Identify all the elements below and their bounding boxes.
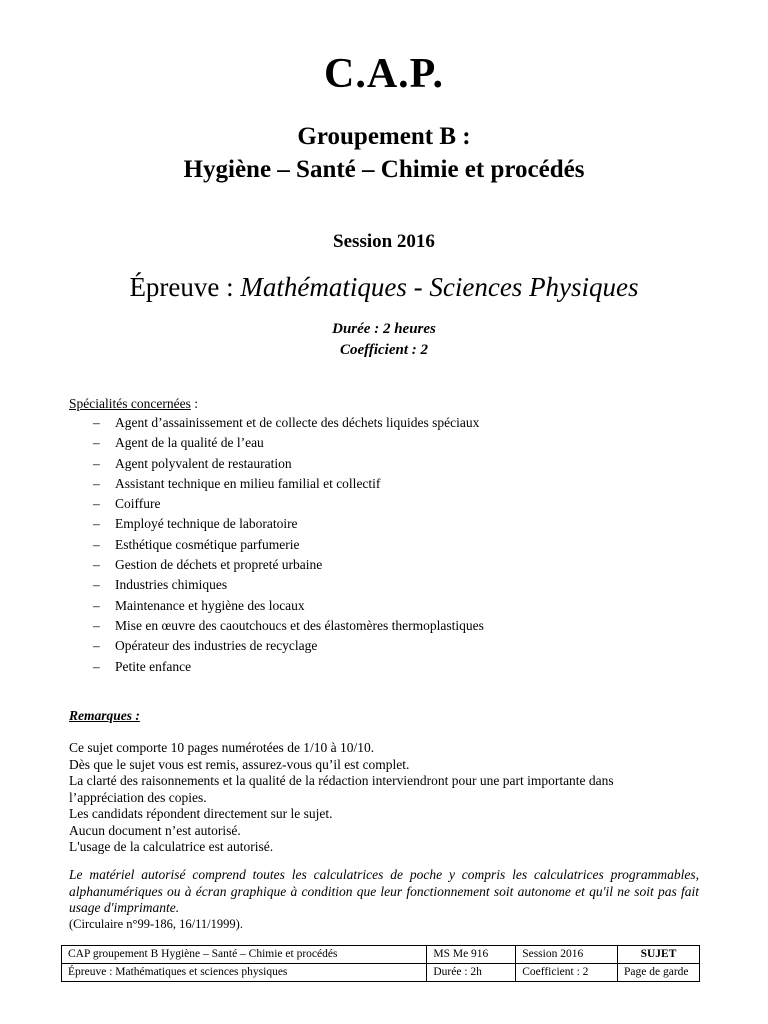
- specialite-item: [93, 454, 484, 474]
- list-dash: –: [93, 435, 100, 451]
- group-title: Groupement B :: [297, 123, 471, 150]
- list-dash: –: [93, 496, 100, 512]
- duration: Durée : 2 heures: [332, 321, 436, 337]
- footer-type: SUJET: [618, 946, 700, 964]
- remarque-line: l’appréciation des copies.: [69, 789, 207, 805]
- remarque-line: Les candidats répondent directement sur le sujet.: [69, 806, 333, 821]
- specialite-item: [93, 616, 484, 636]
- footer-row: [62, 964, 700, 982]
- footer-code: MS Me 916: [427, 946, 516, 964]
- specialite-item: [93, 474, 484, 494]
- list-dash: –: [93, 638, 100, 654]
- footer-row: [62, 946, 700, 964]
- specialites-label-suffix: :: [190, 396, 198, 411]
- footer-page: Page de garde: [618, 964, 700, 982]
- remarques-heading: Remarques :: [69, 708, 140, 723]
- list-dash: –: [93, 475, 100, 491]
- specialites-label-text: Spécialités concernées: [69, 396, 191, 411]
- list-dash: –: [93, 516, 100, 532]
- specialite-label: Agent de la qualité de l’eau: [115, 435, 264, 451]
- specialite-item: [93, 514, 484, 534]
- specialite-label: Coiffure: [115, 496, 161, 512]
- list-dash: –: [93, 617, 100, 633]
- specialite-label: Opérateur des industries de recyclage: [115, 638, 318, 654]
- remarques-text: [69, 740, 699, 856]
- specialite-item: [93, 657, 484, 677]
- specialite-label: Petite enfance: [115, 658, 192, 674]
- remarque-line: Dès que le sujet vous est remis, assurez-vous qu’il est complet.: [69, 756, 410, 772]
- specialite-label: Esthétique cosmétique parfumerie: [115, 536, 300, 552]
- coefficient: Coefficient : 2: [339, 342, 429, 358]
- page-title: C.A.P.: [324, 51, 444, 97]
- specialite-item: [93, 535, 484, 555]
- list-dash: –: [93, 536, 100, 552]
- circulaire-reference: (Circulaire n°99-186, 16/11/1999).: [69, 917, 243, 931]
- group-subtitle: Hygiène – Santé – Chimie et procédés: [183, 156, 585, 183]
- remarque-line: La clarté des raisonnements et la qualité de la rédaction interviendront pour une part importante dans: [69, 773, 614, 788]
- specialite-label: Industries chimiques: [115, 577, 228, 593]
- remarque-line: Ce sujet comporte 10 pages numérotées de 1/10 à 10/10.: [69, 740, 375, 755]
- footer-duree: Durée : 2h: [427, 964, 516, 982]
- session-heading: Session 2016: [333, 231, 435, 252]
- specialite-label: Agent polyvalent de restauration: [115, 455, 292, 471]
- specialite-label: Employé technique de laboratoire: [115, 516, 298, 532]
- footer-session: Session 2016: [516, 946, 618, 964]
- epreuve-subject-math: Mathématiques: [240, 272, 407, 302]
- footer-coefficient: Coefficient : 2: [516, 964, 618, 982]
- remarque-line: L'usage de la calculatrice est autorisé.: [69, 839, 274, 854]
- list-dash: –: [93, 455, 100, 471]
- specialite-item: [93, 494, 484, 514]
- list-dash: –: [93, 577, 100, 593]
- specialites-label: [69, 396, 198, 412]
- specialite-label: Agent d’assainissement et de collecte des déchets liquides spéciaux: [115, 415, 480, 430]
- epreuve-label: Épreuve :: [129, 272, 241, 302]
- specialites-list: [93, 413, 484, 677]
- epreuve-subject-physics: Sciences Physiques: [429, 272, 639, 302]
- footer-exam: CAP groupement B Hygiène – Santé – Chimie et procédés: [62, 946, 427, 964]
- materiel-note: Le matériel autorisé comprend toutes les calculatrices de poche y compris les calculatrices programmables, alphanumériques ou à écran graphique à condition que leur fonctionnement soit autonome et qu'il ne soit pas fait usage d'imprimante.: [69, 867, 699, 915]
- list-dash: –: [93, 658, 100, 674]
- specialite-label: Mise en œuvre des caoutchoucs et des élastomères thermoplastiques: [115, 617, 484, 633]
- specialite-item: [93, 433, 484, 453]
- epreuve-separator: -: [406, 272, 430, 302]
- list-dash: –: [93, 557, 100, 573]
- list-dash: –: [93, 415, 100, 430]
- epreuve-heading: [0, 272, 768, 303]
- specialite-item: [93, 555, 484, 575]
- remarque-line: Aucun document n’est autorisé.: [69, 822, 241, 838]
- specialite-item: [93, 596, 484, 616]
- specialite-label: Maintenance et hygiène des locaux: [115, 597, 305, 613]
- specialite-label: Assistant technique en milieu familial et collectif: [115, 475, 381, 491]
- specialite-item: [93, 636, 484, 656]
- footer-epreuve: Épreuve : Mathématiques et sciences physiques: [62, 964, 427, 982]
- specialite-label: Gestion de déchets et propreté urbaine: [115, 557, 323, 573]
- footer-table: [61, 945, 700, 982]
- specialite-item: [93, 575, 484, 595]
- list-dash: –: [93, 597, 100, 613]
- specialite-item: [93, 413, 484, 433]
